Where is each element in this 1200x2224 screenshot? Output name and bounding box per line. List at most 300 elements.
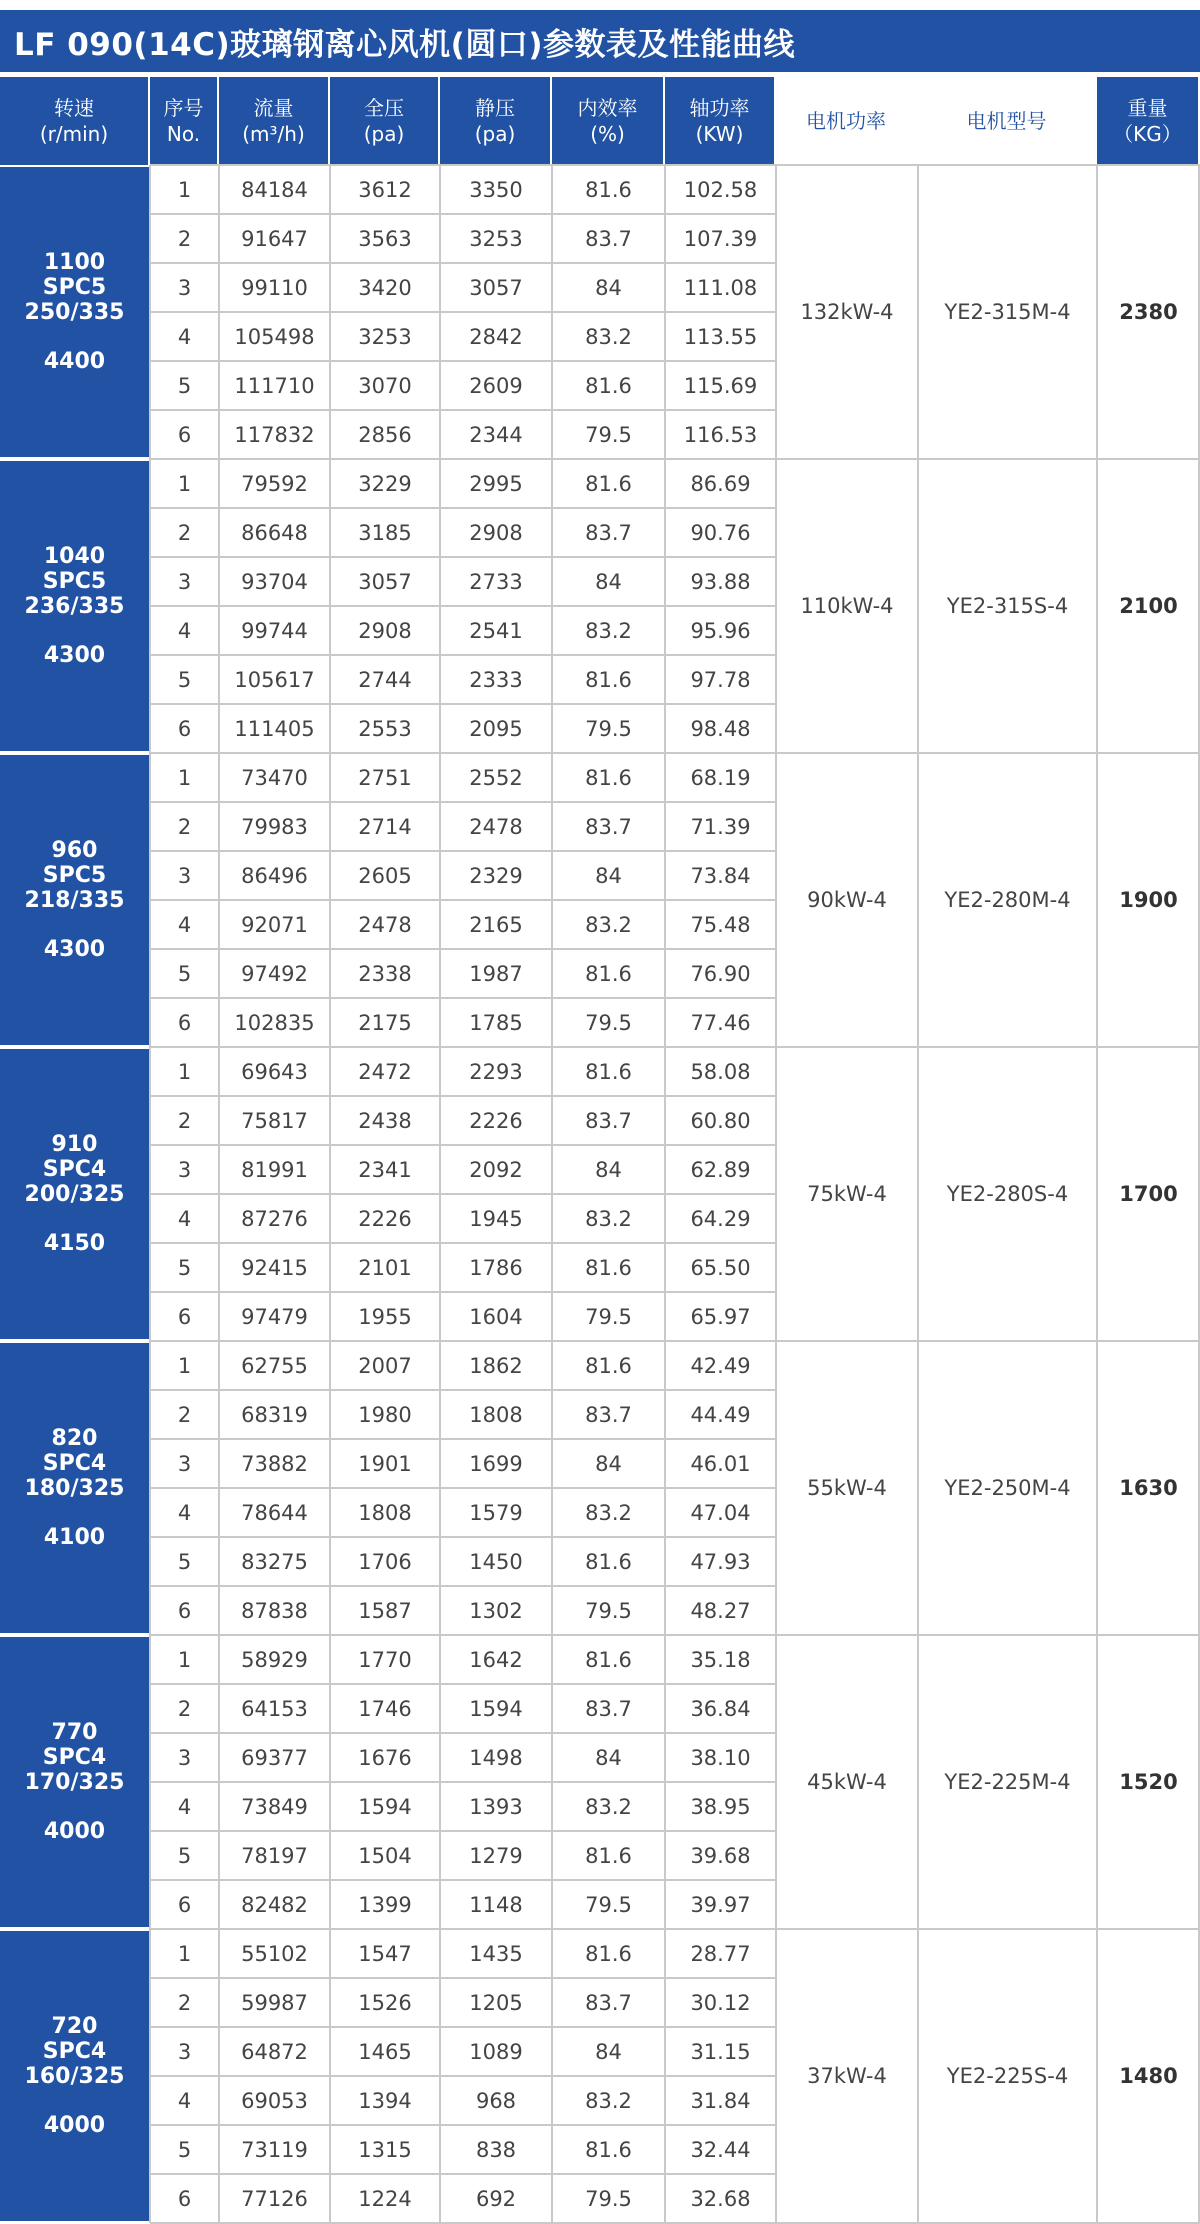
motor-model-cell: YE2-315S-4 [946,594,1069,618]
table-cell: 83.7 [585,226,632,251]
table-cell: 1808 [358,1500,412,1525]
table-cell: 31.15 [690,2039,751,2064]
table-cell: 105498 [234,324,315,349]
table-cell: 1148 [469,1892,523,1917]
table-cell: 3057 [469,275,523,300]
table-cell: 5 [177,667,192,692]
table-cell: 84 [595,863,622,888]
table-cell: 1786 [469,1255,523,1280]
band-belt: 236/335 [24,594,125,619]
table-cell: 1980 [358,1402,412,1427]
table-cell: 2095 [469,716,523,741]
table-cell: 2338 [358,961,412,986]
table-cell: 2 [177,520,192,545]
table-cell: 838 [475,2137,517,2162]
table-cell: 87838 [241,1598,308,1623]
table-cell: 83.2 [585,912,632,937]
header-seq [150,77,217,165]
table-cell: 2165 [469,912,523,937]
header-line1: 全压 [364,96,404,120]
band-belt: 180/325 [24,1476,125,1501]
table-cell: 81.6 [585,1059,632,1084]
table-cell: 4 [177,2088,192,2113]
motor-power-cell: 55kW-4 [807,1476,887,1500]
table-cell: 32.68 [690,2186,751,2211]
row-divider [150,311,776,313]
table-cell: 3185 [358,520,412,545]
speed-band [0,461,149,751]
row-divider [150,1585,776,1587]
table-cell: 81.6 [585,1255,632,1280]
table-cell: 79.5 [585,1598,632,1623]
table-cell: 4 [177,1500,192,1525]
band-belt: 200/325 [24,1182,125,1207]
table-cell: 1526 [358,1990,412,2015]
row-divider [150,2173,776,2175]
table-cell: 39.97 [690,1892,751,1917]
band-length: 4300 [43,643,106,668]
band-spc: SPC4 [42,2039,107,2064]
table-cell: 1465 [358,2039,412,2064]
table-cell: 3420 [358,275,412,300]
column-divider [775,165,777,2223]
table-cell: 1642 [469,1647,523,1672]
row-divider [150,1879,776,1881]
band-spc: SPC4 [42,1451,107,1476]
table-cell: 2333 [469,667,523,692]
table-cell: 60.80 [690,1108,751,1133]
table-cell: 1450 [469,1549,523,1574]
table-cell: 692 [475,2186,517,2211]
table-cell: 97479 [241,1304,308,1329]
table-cell: 1604 [469,1304,523,1329]
row-divider [150,1536,776,1538]
table-cell: 1399 [358,1892,412,1917]
table-cell: 48.27 [690,1598,751,1623]
table-cell: 83.2 [585,2088,632,2113]
table-cell: 65.50 [690,1255,751,1280]
table-cell: 1706 [358,1549,412,1574]
table-cell: 81.6 [585,765,632,790]
table-cell: 87276 [241,1206,308,1231]
table-cell: 6 [177,716,192,741]
band-belt: 218/335 [24,888,125,913]
row-divider [150,213,776,215]
band-speed: 910 [51,1132,98,1157]
row-divider [150,1977,776,1979]
speed-band [0,167,149,457]
table-cell: 93.88 [690,569,751,594]
table-cell: 39.68 [690,1843,751,1868]
table-cell: 83.7 [585,1696,632,1721]
row-divider [150,262,776,264]
table-cell: 2733 [469,569,523,594]
header-line1: 轴功率 [689,96,750,120]
table-cell: 42.49 [690,1353,751,1378]
table-cell: 73882 [241,1451,308,1476]
table-cell: 44.49 [690,1402,751,1427]
header-line1: 静压 [475,96,515,120]
table-cell: 79983 [241,814,308,839]
table-cell: 62.89 [690,1157,751,1182]
table-cell: 79.5 [585,1892,632,1917]
table-cell: 83.7 [585,814,632,839]
table-cell: 92071 [241,912,308,937]
weight-cell: 1900 [1119,888,1178,912]
table-cell: 2541 [469,618,523,643]
header-line1: 流量 [253,96,294,120]
table-cell: 107.39 [683,226,758,251]
table-cell: 58.08 [690,1059,751,1084]
table-cell: 83.2 [585,324,632,349]
table-cell: 2092 [469,1157,523,1182]
table-cell: 30.12 [690,1990,751,2015]
band-speed: 1040 [43,544,106,569]
table-cell: 2552 [469,765,523,790]
table-cell: 90.76 [690,520,751,545]
table-cell: 1699 [469,1451,523,1476]
table-cell: 1808 [469,1402,523,1427]
table-cell: 1746 [358,1696,412,1721]
table-cell: 1587 [358,1598,412,1623]
motor-model-cell: YE2-315M-4 [944,300,1071,324]
table-cell: 6 [177,1892,192,1917]
speed-band [0,1343,149,1633]
table-cell: 3563 [358,226,412,251]
table-cell: 99744 [241,618,308,643]
row-divider [150,1732,776,1734]
motor-power-cell: 90kW-4 [807,888,887,912]
band-belt: 170/325 [24,1770,125,1795]
header-motor-model [918,77,1095,165]
row-divider [150,2026,776,2028]
table-cell: 1394 [358,2088,412,2113]
header-flow [219,77,328,165]
table-cell: 113.55 [683,324,758,349]
table-cell: 102.58 [683,177,758,202]
table-cell: 31.84 [690,2088,751,2113]
table-cell: 1224 [358,2186,412,2211]
band-length: 4100 [43,1525,106,1550]
table-cell: 83.2 [585,618,632,643]
table-cell: 65.97 [690,1304,751,1329]
band-spc: SPC4 [42,1745,107,1770]
row-divider [150,2075,776,2077]
table-cell: 84 [595,569,622,594]
table-cell: 5 [177,1255,192,1280]
band-speed: 820 [51,1426,98,1451]
table-cell: 3253 [469,226,523,251]
band-length: 4000 [43,1819,106,1844]
table-cell: 2609 [469,373,523,398]
column-divider [917,165,919,2223]
table-cell: 116.53 [683,422,758,447]
table-cell: 1594 [358,1794,412,1819]
row-divider [150,556,776,558]
table-cell: 86496 [241,863,308,888]
table-cell: 32.44 [690,2137,751,2162]
table-cell: 84 [595,1745,622,1770]
table-cell: 1945 [469,1206,523,1231]
table-cell: 81.6 [585,1647,632,1672]
table-cell: 6 [177,422,192,447]
table-cell: 111.08 [683,275,758,300]
table-cell: 2478 [469,814,523,839]
title-bar [0,10,1200,72]
table-cell: 1315 [358,2137,412,2162]
row-divider [150,507,776,509]
table-cell: 5 [177,373,192,398]
header-line2: (m³/h) [242,122,305,146]
table-cell: 1862 [469,1353,523,1378]
header-line2: No. [166,122,201,146]
table-cell: 46.01 [690,1451,751,1476]
speed-band [0,1931,149,2221]
table-cell: 79.5 [585,422,632,447]
table-cell: 79.5 [585,1010,632,1035]
table-cell: 5 [177,1843,192,1868]
table-cell: 55102 [241,1941,308,1966]
column-divider [1096,165,1098,2223]
band-belt: 250/335 [24,300,125,325]
header-static-pressure [440,77,550,165]
table-cell: 81.6 [585,667,632,692]
table-cell: 64872 [241,2039,308,2064]
table-cell: 1089 [469,2039,523,2064]
table-cell: 1 [177,177,192,202]
table-cell: 6 [177,2186,192,2211]
header-efficiency [552,77,663,165]
table-cell: 4 [177,1794,192,1819]
row-divider [150,1487,776,1489]
band-speed: 770 [51,1720,98,1745]
column-divider [664,165,666,2223]
weight-cell: 1480 [1119,2064,1178,2088]
table-cell: 1 [177,1647,192,1672]
table-cell: 81.6 [585,373,632,398]
table-cell: 76.90 [690,961,751,986]
table-cell: 91647 [241,226,308,251]
table-cell: 73470 [241,765,308,790]
table-cell: 2856 [358,422,412,447]
table-cell: 2007 [358,1353,412,1378]
row-divider [150,703,776,705]
table-cell: 1 [177,1059,192,1084]
table-cell: 64153 [241,1696,308,1721]
column-divider [218,165,220,2223]
row-divider [150,1438,776,1440]
table-cell: 4 [177,1206,192,1231]
table-cell: 2 [177,226,192,251]
table-cell: 59987 [241,1990,308,2015]
table-cell: 2478 [358,912,412,937]
header-line1: 内效率 [577,96,638,120]
table-cell: 58929 [241,1647,308,1672]
table-cell: 2341 [358,1157,412,1182]
table-cell: 2344 [469,422,523,447]
row-divider [150,1242,776,1244]
table-cell: 2226 [358,1206,412,1231]
table-cell: 81.6 [585,177,632,202]
table-cell: 81.6 [585,471,632,496]
table-cell: 38.10 [690,1745,751,1770]
column-divider [329,165,331,2223]
row-divider [150,605,776,607]
table-cell: 2751 [358,765,412,790]
table-cell: 2995 [469,471,523,496]
band-speed: 960 [51,838,98,863]
row-divider [150,1683,776,1685]
table-cell: 83.7 [585,520,632,545]
table-cell: 2842 [469,324,523,349]
table-cell: 2175 [358,1010,412,1035]
motor-model-cell: YE2-280M-4 [944,888,1071,912]
table-cell: 2908 [469,520,523,545]
table-cell: 83.2 [585,1500,632,1525]
table-cell: 81.6 [585,1941,632,1966]
table-cell: 78644 [241,1500,308,1525]
band-length: 4150 [43,1231,106,1256]
table-cell: 4 [177,324,192,349]
table-cell: 3253 [358,324,412,349]
column-divider [149,165,151,2223]
table-cell: 5 [177,2137,192,2162]
table-cell: 73.84 [690,863,751,888]
motor-power-cell: 110kW-4 [800,594,894,618]
table-cell: 1504 [358,1843,412,1868]
weight-cell: 1630 [1119,1476,1178,1500]
table-cell: 79.5 [585,1304,632,1329]
table-cell: 2553 [358,716,412,741]
motor-power-cell: 132kW-4 [800,300,894,324]
table-cell: 78197 [241,1843,308,1868]
table-cell: 1676 [358,1745,412,1770]
motor-model-cell: YE2-225M-4 [944,1770,1071,1794]
table-cell: 97.78 [690,667,751,692]
table-cell: 2605 [358,863,412,888]
table-cell: 81.6 [585,1549,632,1574]
header-line2: (r/min) [39,122,109,146]
band-spc: SPC5 [42,863,107,888]
table-cell: 3612 [358,177,412,202]
table-cell: 2 [177,1108,192,1133]
row-divider [150,1291,776,1293]
page-title: LF 090(14C)玻璃钢离心风机(圆口)参数表及性能曲线 [14,26,795,63]
band-speed: 720 [51,2014,98,2039]
table-cell: 92415 [241,1255,308,1280]
table-cell: 2329 [469,863,523,888]
header-motor-power [776,77,916,165]
table-cell: 97492 [241,961,308,986]
speed-band [0,1637,149,1927]
table-header [0,77,1200,165]
table-cell: 1987 [469,961,523,986]
motor-model-cell: YE2-250M-4 [944,1476,1071,1500]
table-cell: 83.2 [585,1206,632,1231]
table-cell: 1302 [469,1598,523,1623]
table-cell: 69643 [241,1059,308,1084]
motor-power-cell: 75kW-4 [807,1182,887,1206]
table-cell: 1393 [469,1794,523,1819]
row-divider [150,997,776,999]
table-cell: 98.48 [690,716,751,741]
table-cell: 71.39 [690,814,751,839]
table-cell: 3 [177,1451,192,1476]
table-cell: 81.6 [585,2137,632,2162]
table-cell: 69377 [241,1745,308,1770]
header-line1: 序号 [163,96,204,120]
table-cell: 79592 [241,471,308,496]
table-cell: 2 [177,814,192,839]
band-spc: SPC4 [42,1157,107,1182]
table-cell: 38.95 [690,1794,751,1819]
band-length: 4400 [43,349,106,374]
row-divider [150,1144,776,1146]
row-divider [150,1389,776,1391]
table-cell: 83275 [241,1549,308,1574]
header-total-pressure [330,77,438,165]
table-cell: 95.96 [690,618,751,643]
table-cell: 3 [177,863,192,888]
table-cell: 84184 [241,177,308,202]
table-cell: 35.18 [690,1647,751,1672]
header-line2: (pa) [474,122,516,146]
motor-model-cell: YE2-225S-4 [946,2064,1069,2088]
header-speed [0,77,148,165]
table-cell: 111405 [234,716,315,741]
table-cell: 1 [177,471,192,496]
table-cell: 83.2 [585,1794,632,1819]
header-line1: 重量 [1127,96,1168,120]
table-cell: 1435 [469,1941,523,1966]
row-divider [150,409,776,411]
table-cell: 4 [177,618,192,643]
table-cell: 84 [595,1157,622,1182]
table-cell: 6 [177,1598,192,1623]
table-cell: 111710 [234,373,315,398]
table-cell: 2438 [358,1108,412,1133]
motor-power-cell: 45kW-4 [807,1770,887,1794]
table-cell: 2226 [469,1108,523,1133]
weight-cell: 1700 [1119,1182,1178,1206]
table-cell: 2 [177,1696,192,1721]
table-cell: 84 [595,1451,622,1476]
row-divider [150,850,776,852]
band-spc: SPC5 [42,569,107,594]
row-divider [150,1781,776,1783]
table-cell: 5 [177,961,192,986]
table-cell: 5 [177,1549,192,1574]
table-cell: 82482 [241,1892,308,1917]
table-cell: 81991 [241,1157,308,1182]
row-divider [150,948,776,950]
table-cell: 75817 [241,1108,308,1133]
header-weight [1097,77,1198,165]
table-cell: 3057 [358,569,412,594]
table-cell: 83.7 [585,1990,632,2015]
table-cell: 1547 [358,1941,412,1966]
band-belt: 160/325 [24,2064,125,2089]
table-cell: 2 [177,1990,192,2015]
table-cell: 68319 [241,1402,308,1427]
speed-band [0,755,149,1045]
table-cell: 86648 [241,520,308,545]
table-cell: 3 [177,569,192,594]
band-spc: SPC5 [42,275,107,300]
row-divider [150,2124,776,2126]
table-cell: 86.69 [690,471,751,496]
table-cell: 4 [177,912,192,937]
